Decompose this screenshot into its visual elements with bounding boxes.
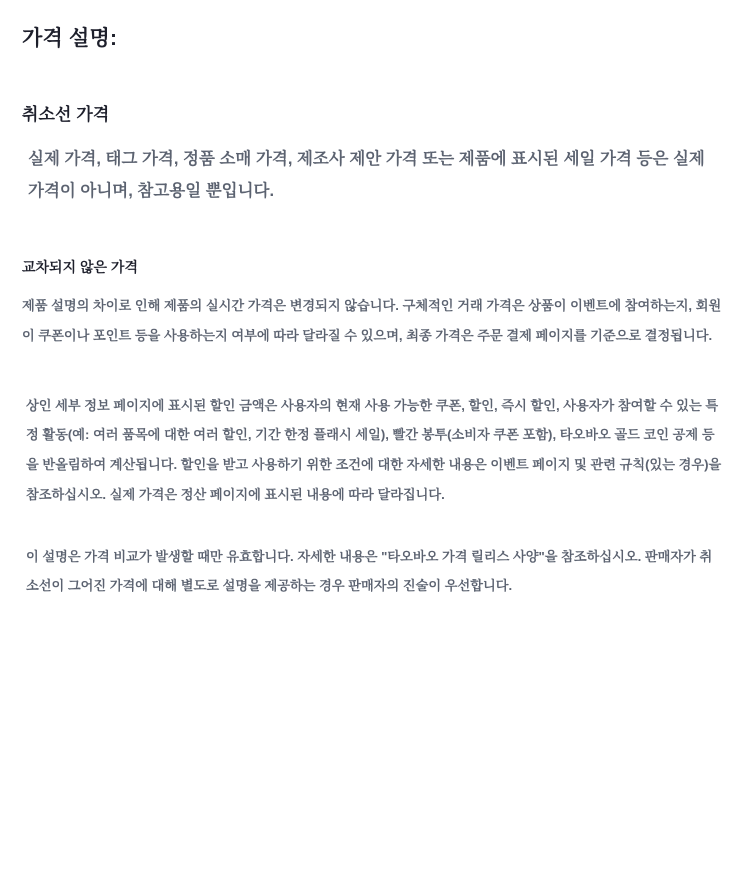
page-title: 가격 설명: <box>22 27 118 50</box>
section-heading-non-crossed-price: 교차되지 않은 가격 <box>22 259 138 276</box>
section-heading-strikethrough-price: 취소선 가격 <box>22 105 110 124</box>
non-crossed-price-paragraph-2: 상인 세부 정보 페이지에 표시된 할인 금액은 사용자의 현재 사용 가능한 쿠폰, 할인, 즉시 할인, 사용자가 참여할 수 있는 특정 활동(예: 여러 품목에 대한 여러 할인, 기간 한정 플래시 세일), 빨간 봉투(소비자 쿠폰 포함), 타오바오 골드 코인 공제 등을 반올림하여 계산됩니다. 할인을 받고 사용하기 위한 조건에 대한 자세한 내용은 이벤트 페이지 및 관련 규칙(있는 경우)을 참조하십시오. 실제 가격은 정산 페이지에 표시된 내용에 따라 달라집니다. <box>26 397 722 502</box>
strikethrough-price-description: 실제 가격, 태그 가격, 정품 소매 가격, 제조사 제안 가격 또는 제품에 표시된 세일 가격 등은 실제 가격이 아니며, 참고용일 뿐입니다. <box>28 150 705 201</box>
paragraph-spacer-2 <box>22 510 728 528</box>
non-crossed-price-paragraph-3: 이 설명은 가격 비교가 발생할 때만 유효합니다. 자세한 내용은 "타오바오 가격 릴리스 사양"을 참조하십시오. 판매자가 취소선이 그어진 가격에 대해 별도로 설명을 제공하는 경우 판매자의 진술이 우선합니다. <box>26 548 713 594</box>
non-crossed-price-paragraph-1: 제품 설명의 차이로 인해 제품의 실시간 가격은 변경되지 않습니다. 구체적인 거래 가격은 상품이 이벤트에 참여하는지, 회원이 쿠폰이나 포인트 등을 사용하는지 여부에 따라 달라질 수 있으며, 최종 가격은 주문 결제 페이지를 기준으로 결정됩니다. <box>22 298 722 344</box>
paragraph-spacer-1 <box>22 351 728 377</box>
